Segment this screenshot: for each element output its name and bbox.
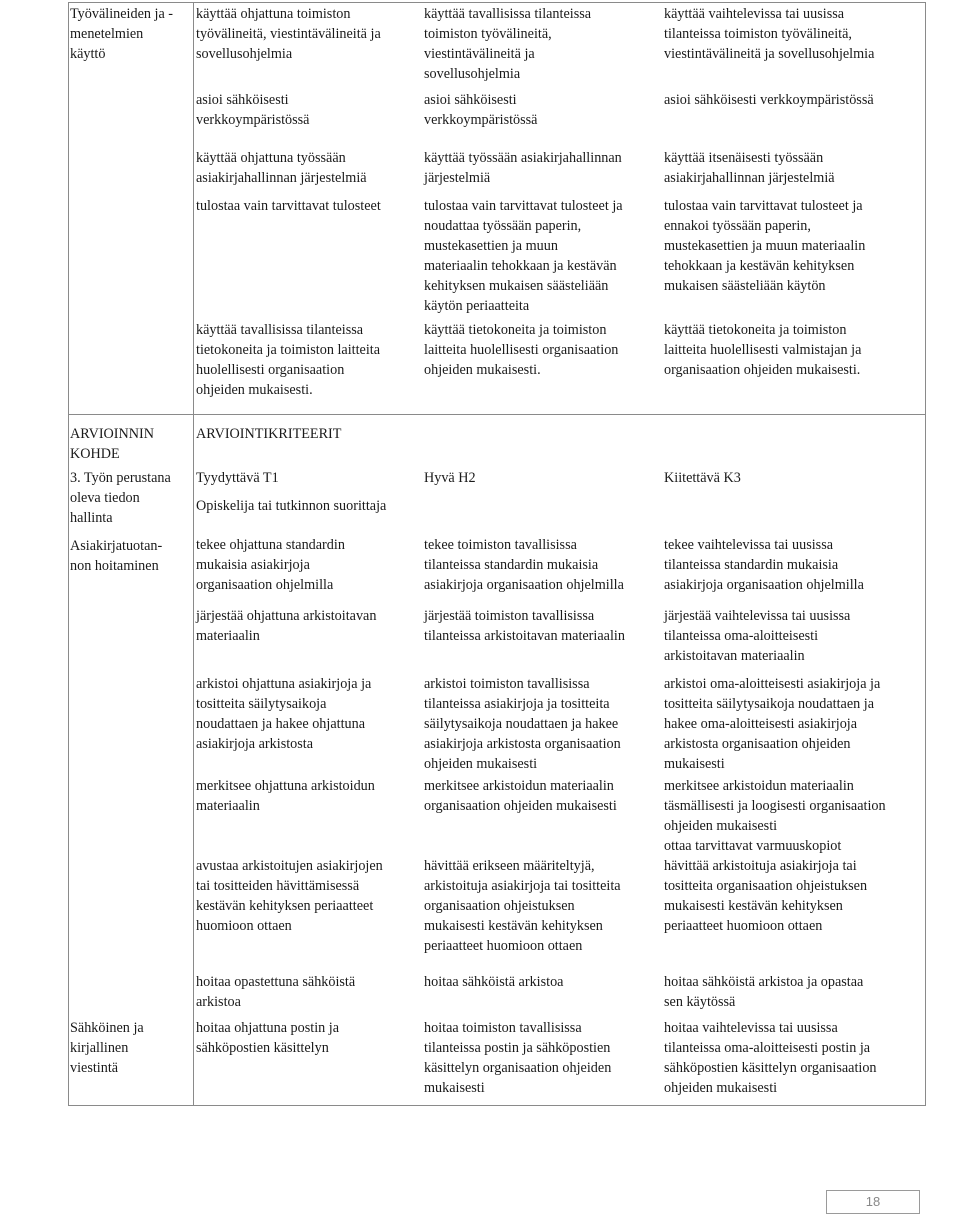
top-row-3-h2: käyttää työssään asiakirjahallinnan järjestelmiä <box>424 150 622 186</box>
criteria-row-4-k3: merkitsee arkistoidun materiaalin täsmällisesti ja loogisesti organisaation ohjeiden mukaisesti ottaa tarvittavat varmuuskopiot <box>664 778 886 854</box>
criteria-row-1-k3: tekee vaihtelevissa tai uusissa tilanteissa standardin mukaisia asiakirjoja organisaation ohjelmilla <box>664 537 864 593</box>
table-border-bottom <box>68 1105 926 1106</box>
top-row-5-t1: käyttää tavallisissa tilanteissa tietokoneita ja toimiston laitteita huolellisesti organisaation ohjeiden mukaisesti. <box>196 322 381 398</box>
table-border-right <box>925 2 926 1106</box>
page-number: 18 <box>826 1190 920 1214</box>
subject-label: Opiskelija tai tutkinnon suorittaja <box>196 498 387 514</box>
criteria-row-2-h2: järjestää toimiston tavallisissa tilanteissa arkistoitavan materiaalin <box>424 608 625 644</box>
criteria-row-6-t1: hoitaa opastettuna sähköistä arkistoa <box>196 974 356 1010</box>
section-label-communication: Sähköinen ja kirjallinen viestintä <box>70 1020 144 1076</box>
criteria-row-4-h2: merkitsee arkistoidun materiaalin organisaation ohjeiden mukaisesti <box>424 778 617 814</box>
criteria-row-1-h2: tekee toimiston tavallisissa tilanteissa standardin mukaisia asiakirjoja organisaation ohjelmilla <box>424 537 624 593</box>
grade-h2-header: Hyvä H2 <box>424 470 476 486</box>
top-row-1-k3: käyttää vaihtelevissa tai uusissa tilanteissa toimiston työvälineitä, viestintävälineitä ja sovellusohjelmia <box>664 6 875 62</box>
top-left-label: Työvälineiden ja - menetelmien käyttö <box>70 6 174 62</box>
assessment-criteria-header: ARVIOINTIKRITEERIT <box>196 426 342 442</box>
table-border-top <box>68 2 926 3</box>
top-row-3-k3: käyttää itsenäisesti työssään asiakirjahallinnan järjestelmiä <box>664 150 835 186</box>
target-name: 3. Työn perustana oleva tiedon hallinta <box>70 470 171 526</box>
grade-t1-header: Tyydyttävä T1 <box>196 470 279 486</box>
top-row-4-h2: tulostaa vain tarvittavat tulosteet ja noudattaa työssään paperin, mustekasettien ja muun materiaalin tehokkaan ja kestävän kehityksen mukaisen säästeliään käytön periaatteita <box>424 198 623 314</box>
criteria-row-7-k3: hoitaa vaihtelevissa tai uusissa tilanteissa oma-aloitteisesti postin ja sähköpostien käsittelyn organisaation ohjeiden mukaisesti <box>664 1020 877 1096</box>
top-row-2-h2: asioi sähköisesti verkkoympäristössä <box>424 92 538 128</box>
criteria-row-3-h2: arkistoi toimiston tavallisissa tilanteissa asiakirjoja ja tositteita säilytysaikoja noudattaen ja hakee asiakirjoja arkistosta organisaation ohjeiden mukaisesti <box>424 676 621 772</box>
criteria-row-1-t1: tekee ohjattuna standardin mukaisia asiakirjoja organisaation ohjelmilla <box>196 537 345 593</box>
criteria-row-7-t1: hoitaa ohjattuna postin ja sähköpostien käsittelyn <box>196 1020 340 1056</box>
top-row-4-t1: tulostaa vain tarvittavat tulosteet <box>196 198 381 214</box>
criteria-row-5-h2: hävittää erikseen määriteltyjä, arkistoituja asiakirjoja tai tositteita organisaation ohjeistuksen mukaisesti kestävän kehityksen periaatteet huomioon ottaen <box>424 858 621 954</box>
assessment-target-header: ARVIOINNIN KOHDE <box>70 426 154 462</box>
criteria-row-3-t1: arkistoi ohjattuna asiakirjoja ja tositteita säilytysaikoja noudattaen ja hakee ohjattuna asiakirjoja arkistosta <box>196 676 372 752</box>
criteria-row-4-t1: merkitsee ohjattuna arkistoidun materiaalin <box>196 778 375 814</box>
grade-k3-header: Kiitettävä K3 <box>664 470 741 486</box>
top-row-5-k3: käyttää tietokoneita ja toimiston laitteita huolellisesti valmistajan ja organisaation ohjeiden mukaisesti. <box>664 322 862 378</box>
top-row-4-k3: tulostaa vain tarvittavat tulosteet ja ennakoi työssään paperin, mustekasettien ja muun materiaalin tehokkaan ja kestävän kehityksen mukaisen säästeliään käytön <box>664 198 866 294</box>
section-divider <box>68 414 926 415</box>
top-row-5-h2: käyttää tietokoneita ja toimiston laitteita huolellisesti organisaation ohjeiden mukaisesti. <box>424 322 619 378</box>
criteria-row-5-t1: avustaa arkistoitujen asiakirjojen tai tositteiden hävittämisessä kestävän kehityksen periaatteet huomioon ottaen <box>196 858 383 934</box>
top-row-2-t1: asioi sähköisesti verkkoympäristössä <box>196 92 310 128</box>
criteria-row-6-k3: hoitaa sähköistä arkistoa ja opastaa sen käytössä <box>664 974 864 1010</box>
top-row-1-t1: käyttää ohjattuna toimiston työvälineitä, viestintävälineitä ja sovellusohjelmia <box>196 6 381 62</box>
criteria-row-7-h2: hoitaa toimiston tavallisissa tilanteissa postin ja sähköpostien käsittelyn organisaation ohjeiden mukaisesti <box>424 1020 612 1096</box>
table-border-left <box>68 2 69 1106</box>
section-label-documents: Asiakirjatuotan- non hoitaminen <box>70 538 163 574</box>
criteria-row-6-h2: hoitaa sähköistä arkistoa <box>424 974 564 990</box>
top-row-1-h2: käyttää tavallisissa tilanteissa toimiston työvälineitä, viestintävälineitä ja sovellusohjelmia <box>424 6 592 82</box>
criteria-row-5-k3: hävittää arkistoituja asiakirjoja tai tositteita organisaation ohjeistuksen mukaisesti kestävän kehityksen periaatteet huomioon ottaen <box>664 858 868 934</box>
criteria-row-2-t1: järjestää ohjattuna arkistoitavan materiaalin <box>196 608 377 644</box>
criteria-row-3-k3: arkistoi oma-aloitteisesti asiakirjoja ja tositteita säilytysaikoja noudattaen ja hakee oma-aloitteisesti asiakirjoja arkistosta organisaation ohjeiden mukaisesti <box>664 676 881 772</box>
top-row-3-t1: käyttää ohjattuna työssään asiakirjahallinnan järjestelmiä <box>196 150 367 186</box>
criteria-row-2-k3: järjestää vaihtelevissa tai uusissa tilanteissa oma-aloitteisesti arkistoitavan materiaalin <box>664 608 851 664</box>
top-row-2-k3: asioi sähköisesti verkkoympäristössä <box>664 92 874 108</box>
